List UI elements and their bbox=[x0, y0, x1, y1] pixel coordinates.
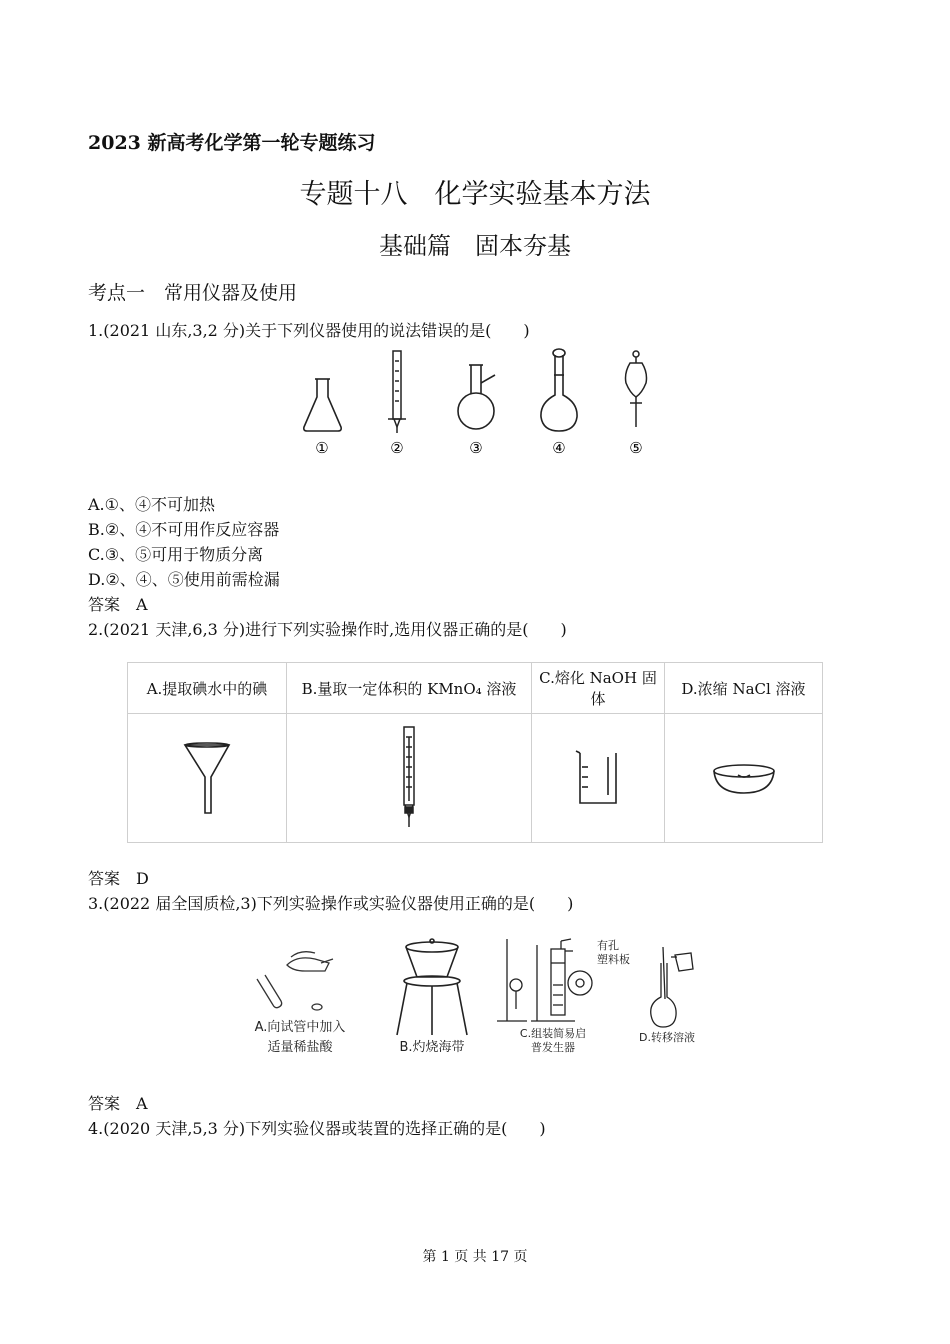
q1-answer: 答案 A bbox=[88, 595, 148, 614]
test-tube-pouring-icon bbox=[257, 952, 333, 1010]
q3-caption-a2: 适量稀盐酸 bbox=[267, 1040, 333, 1055]
instrument-label-4: ④ bbox=[552, 439, 566, 457]
burette-icon bbox=[389, 723, 429, 833]
instrument-label-2: ② bbox=[390, 439, 404, 457]
burette-icon bbox=[388, 351, 406, 433]
page-footer: 第 1 页 共 17 页 bbox=[422, 1249, 528, 1265]
q1-stem: 1.(2021 山东,3,2 分)关于下列仪器使用的说法错误的是( ) bbox=[88, 321, 530, 340]
q2-cell-b bbox=[287, 714, 532, 843]
q1-option-b: B.②、④不可用作反应容器 bbox=[88, 520, 280, 539]
level-title: 基础篇 固本夯基 bbox=[379, 232, 571, 260]
q2-stem: 2.(2021 天津,6,3 分)进行下列实验操作时,选用仪器正确的是( ) bbox=[88, 620, 567, 639]
crucible-tripod-icon bbox=[397, 939, 467, 1035]
q1-option-c: C.③、⑤可用于物质分离 bbox=[88, 545, 264, 564]
transfer-solution-icon bbox=[651, 947, 693, 1027]
q3-note-c2: 塑料板 bbox=[597, 953, 630, 966]
q2-cell-d bbox=[665, 714, 823, 843]
q3-caption-c2: 普发生器 bbox=[531, 1041, 575, 1054]
q2-header-b: B.量取一定体积的 KMnO₄ 溶液 bbox=[287, 663, 532, 714]
topic-title: 专题十八 化学实验基本方法 bbox=[299, 179, 651, 210]
section-title: 考点一 常用仪器及使用 bbox=[88, 282, 298, 304]
q1-option-a: A.①、④不可加热 bbox=[88, 495, 215, 514]
q3-answer: 答案 A bbox=[88, 1094, 148, 1113]
q2-cell-c bbox=[532, 714, 665, 843]
q3-caption-d: D.转移溶液 bbox=[639, 1031, 695, 1044]
separatory-funnel-icon bbox=[626, 351, 647, 427]
q2-header-c: C.熔化 NaOH 固体 bbox=[532, 663, 665, 714]
q2-header-d: D.浓缩 NaCl 溶液 bbox=[665, 663, 823, 714]
instrument-label-3: ③ bbox=[469, 439, 483, 457]
instrument-label-1: ① bbox=[315, 439, 329, 457]
beaker-icon bbox=[568, 743, 628, 813]
q2-table bbox=[127, 662, 823, 843]
q1-instruments-figure bbox=[290, 345, 660, 460]
q3-caption-a1: A.向试管中加入 bbox=[254, 1020, 346, 1035]
q3-caption-c1: C.组装简易启 bbox=[519, 1027, 587, 1040]
conical-flask-icon bbox=[304, 379, 341, 431]
q3-stem: 3.(2022 届全国质检,3)下列实验操作或实验仪器使用正确的是( ) bbox=[88, 894, 574, 913]
q3-figure bbox=[235, 935, 715, 1063]
q3-note-c1: 有孔 bbox=[597, 939, 619, 952]
funnel-icon bbox=[177, 733, 237, 823]
q2-header-a: A.提取碘水中的碘 bbox=[128, 663, 287, 714]
kipp-generator-icon bbox=[497, 939, 592, 1021]
q2-cell-a bbox=[128, 714, 287, 843]
distilling-flask-icon bbox=[458, 365, 495, 429]
volumetric-flask-icon bbox=[541, 349, 577, 431]
q4-stem: 4.(2020 天津,5,3 分)下列实验仪器或装置的选择正确的是( ) bbox=[88, 1119, 546, 1138]
q1-option-d: D.②、④、⑤使用前需检漏 bbox=[88, 570, 280, 589]
instrument-label-5: ⑤ bbox=[629, 439, 643, 457]
q2-answer: 答案 D bbox=[88, 869, 149, 888]
evaporating-dish-icon bbox=[704, 753, 784, 803]
series-title: 2023 新高考化学第一轮专题练习 bbox=[88, 132, 376, 154]
q3-caption-b: B.灼烧海带 bbox=[399, 1040, 465, 1055]
